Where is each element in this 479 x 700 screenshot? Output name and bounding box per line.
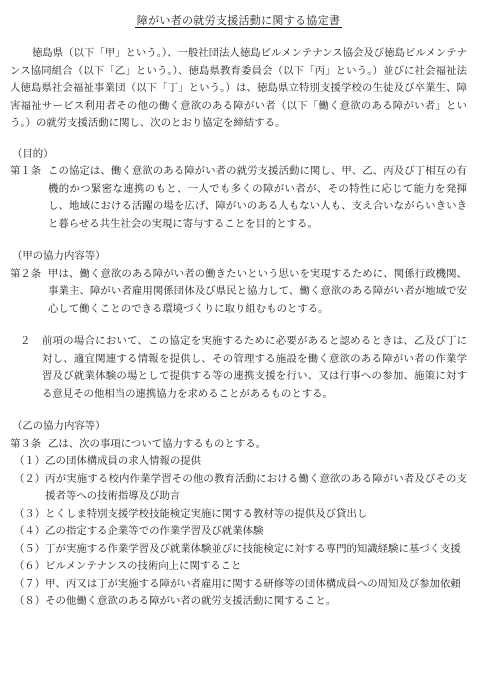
list-item-text: 丙が実施する校内作業学習その他の教育活動における働く意欲のある障がい者及びその支援者等への技術指導及び助言: [45, 472, 467, 502]
list-item: [10, 471, 467, 506]
article-1: [10, 163, 467, 233]
list-item-mark: （６）: [14, 560, 46, 572]
list-item: [10, 453, 467, 471]
purpose-heading: （目的）: [12, 147, 54, 160]
list-item-mark: （４）: [14, 525, 46, 537]
article-3-number: 第３条: [10, 437, 42, 450]
list-item-text: とくしま特別支援学校技能検定実施に関する教材等の提供及び貸出し: [45, 507, 368, 520]
article-3-items: [10, 453, 467, 611]
list-item: [10, 541, 467, 559]
document-title-text: 障がい者の就労支援活動に関する協定書: [136, 14, 341, 27]
list-item-mark: （８）: [14, 595, 46, 607]
list-item-mark: （７）: [14, 577, 46, 590]
list-item: [10, 558, 467, 576]
list-item-text: 甲、丙又は丁が実施する障がい者雇用に関する研修等の団体構成員への周知及び参加依頼: [45, 577, 461, 590]
list-item-text: ビルメンテナンスの技術向上に関すること: [45, 560, 242, 572]
article-2-number: 第２条: [10, 267, 42, 280]
article-1-number: 第１条: [10, 165, 42, 177]
article-2-text: 甲は、働く意欲のある障がい者の働きたいという思いを実現するために、関係行政機関、事業主、障がい者雇用関係団体及び県民と協力して、働く意欲のある障がい者が地域で安心して働くことのできる環境づくりに取り組むものとする。: [48, 267, 467, 315]
article-1-text: この協定は、働く意欲のある障がい者の就労支援活動に関し、甲、乙、丙及び丁相互の有機的かつ緊密な連携のもと、一人でも多くの障がい者が、その特性に応じて能力を発揮し、地域における活躍の場を広げ、障がいのある人もない人も、支え合いながらいきいきと暮らせる共生社会の実現に寄与することを目的とする。: [48, 165, 467, 230]
list-item: [10, 576, 467, 594]
list-item-mark: （２）: [14, 472, 46, 485]
article-3-text: 乙は、次の事項について協力するものとする。: [48, 437, 266, 450]
document-title: [10, 13, 467, 29]
article-2-paragraph-2-text: 前項の場合において、この協定を実施するために必要があると認めるときは、乙及び丁に対し、適宜関連する情報を提供し、その管理する施設を働く意欲のある障がい者の作業学習及び就業体験の場として提供する等の連携支援を行い、又は行事への参加、施策に対する意見その他相当の連携協力を求めることがあるものとする。: [42, 335, 467, 400]
list-item-mark: （３）: [14, 507, 46, 520]
otsu-heading: （乙の協力内容等）: [12, 420, 106, 432]
article-3: [10, 436, 467, 454]
list-item-text: その他働く意欲のある障がい者の就労支援活動に関すること。: [45, 595, 337, 607]
article-2: [10, 266, 467, 319]
list-item-text: 乙の指定する企業等での作業学習及び就業体験: [45, 525, 264, 537]
article-2-paragraph-2: [10, 333, 467, 403]
list-item: [10, 506, 467, 524]
intro-paragraph: 徳島県（以下「甲」という。）、一般社団法人徳島ビルメンテナンス協会及び徳島ビルメンテナンス協同組合（以下「乙」という。）、徳島県教育委員会（以下「丙」という。）並びに社会福祉法人徳島県社会福祉事業団（以下「丁」という。）は、徳島県立特別支援学校の生徒及び卒業生、障害福祉サービス利用者その他の働く意欲のある障がい者（以下「働く意欲のある障がい者」という。）の就労支援活動に関し、次のとおり協定を締結する。: [10, 47, 467, 129]
list-item: [10, 593, 467, 611]
article-2-paragraph-2-number: ２: [20, 335, 31, 347]
kou-heading: （甲の協力内容等）: [12, 250, 106, 262]
list-item-mark: （１）: [14, 455, 46, 467]
list-item-mark: （５）: [14, 542, 46, 555]
list-item-text: 丁が実施する作業学習及び就業体験並びに技能検定に対する専門的知識経験に基づく支援: [45, 542, 461, 555]
list-item: [10, 523, 467, 541]
list-item-text: 乙の団体構成員の求人情報の提供: [45, 455, 202, 467]
